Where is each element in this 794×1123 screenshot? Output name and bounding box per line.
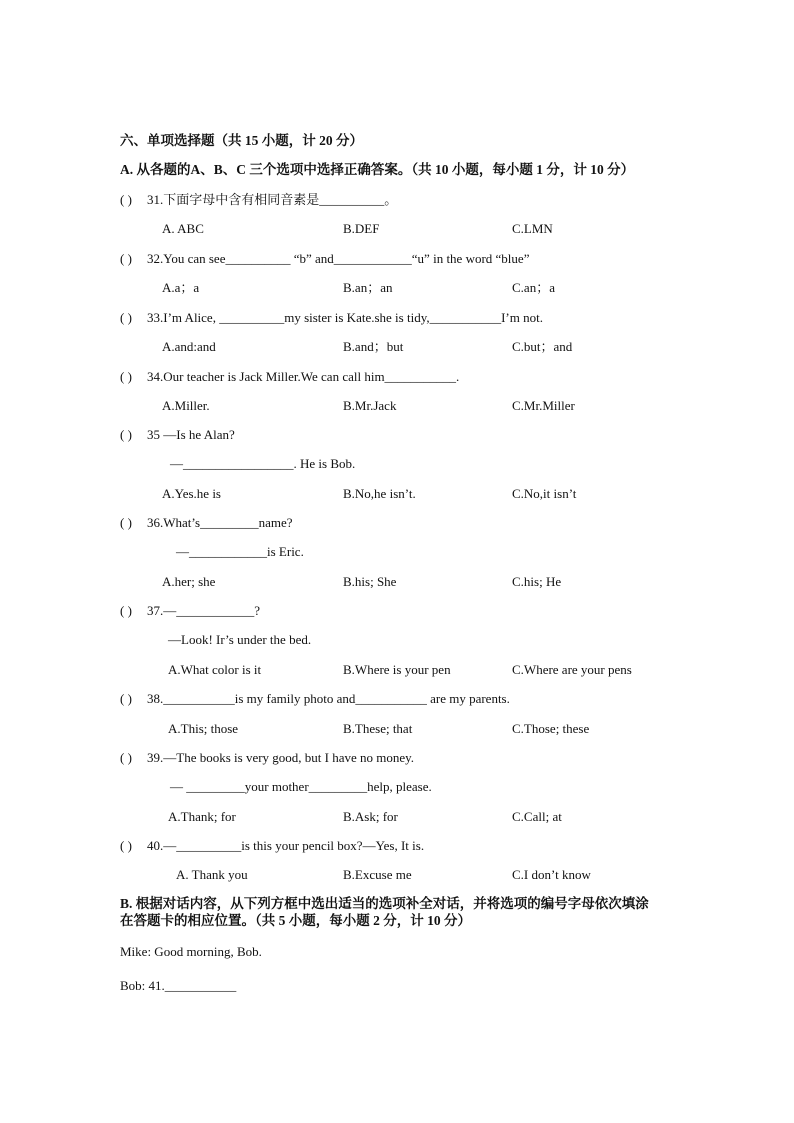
option-a: A. ABC [162,221,204,236]
answer-blank-paren: ( ) [120,251,132,266]
answer-blank-paren: ( ) [120,515,132,530]
question-stem: 36.What’s_________name? [147,515,293,530]
question-stem: 40.—__________is this your pencil box?—Yes, It is. [147,838,425,853]
dialogue-line-bob: Bob: 41.___________ [120,978,237,993]
option-a: A. Thank you [176,867,248,882]
answer-blank-paren: ( ) [120,310,132,325]
option-a: A.Miller. [162,398,210,413]
option-b: B.an；an [343,280,393,295]
answer-blank-paren: ( ) [120,750,132,765]
option-a: A.Yes.he is [162,486,221,501]
question-stem: 33.I’m Alice, __________my sister is Kate.she is tidy,___________I’m not. [147,310,543,325]
option-a: A.Thank; for [168,809,236,824]
option-c: C.his; He [512,574,562,589]
option-b: B.Where is your pen [343,662,451,677]
option-c: C.No,it isn’t [512,486,577,501]
part-b-title-line2: 在答题卡的相应位置。（共 5 小题，每小题 2 分，计 10 分） [120,913,471,928]
option-b: B.his; She [343,574,397,589]
question-sub-line: — _________your mother_________help, please. [170,779,432,794]
question-sub-line: —____________is Eric. [176,544,304,559]
section-title: 六、单项选择题（共 15 小题，计 20 分） [120,133,363,148]
answer-blank-paren: ( ) [120,192,132,207]
question-sub-line: —Look! Ir’s under the bed. [168,632,312,647]
option-b: B.Ask; for [343,809,398,824]
option-a: A.This; those [168,721,239,736]
question-stem: 37.—____________? [147,603,261,618]
question-sub-line: —_________________. He is Bob. [170,456,356,471]
part-b-title-line1: B. 根据对话内容，从下列方框中选出适当的选项补全对话，并将选项的编号字母依次填涂 [120,896,649,911]
question-stem: 34.Our teacher is Jack Miller.We can call him___________. [147,369,460,384]
part-a-title: A. 从各题的A、B、C 三个选项中选择正确答案。（共 10 小题，每小题 1 分，计 10 分） [120,162,635,177]
option-b: B.DEF [343,221,380,236]
option-c: C.Call; at [512,809,562,824]
option-b: B.Mr.Jack [343,398,397,413]
option-b: B.and；but [343,339,404,354]
option-a: A.and:and [162,339,216,354]
option-b: B.These; that [343,721,413,736]
answer-blank-paren: ( ) [120,603,132,618]
option-a: A.What color is it [168,662,262,677]
answer-blank-paren: ( ) [120,427,132,442]
question-stem: 39.—The books is very good, but I have no money. [147,750,415,765]
option-c: C.Mr.Miller [512,398,575,413]
option-c: C.LMN [512,221,553,236]
dialogue-line-mike: Mike: Good morning, Bob. [120,944,262,959]
option-c: C.Where are your pens [512,662,632,677]
option-b: B.No,he isn’t. [343,486,416,501]
question-stem: 35 —Is he Alan? [147,427,235,442]
option-c: C.I don’t know [512,867,591,882]
option-c: C.an；a [512,280,555,295]
answer-blank-paren: ( ) [120,369,132,384]
question-stem: 31.下面字母中含有相同音素是__________。 [147,192,398,207]
option-a: A.her; she [162,574,216,589]
option-b: B.Excuse me [343,867,412,882]
option-a: A.a；a [162,280,200,295]
question-stem: 38.___________is my family photo and___________ are my parents. [147,691,510,706]
option-c: C.but；and [512,339,573,354]
option-c: C.Those; these [512,721,590,736]
answer-blank-paren: ( ) [120,691,132,706]
answer-blank-paren: ( ) [120,838,132,853]
question-stem: 32.You can see__________ “b” and____________“u” in the word “blue” [147,251,530,266]
